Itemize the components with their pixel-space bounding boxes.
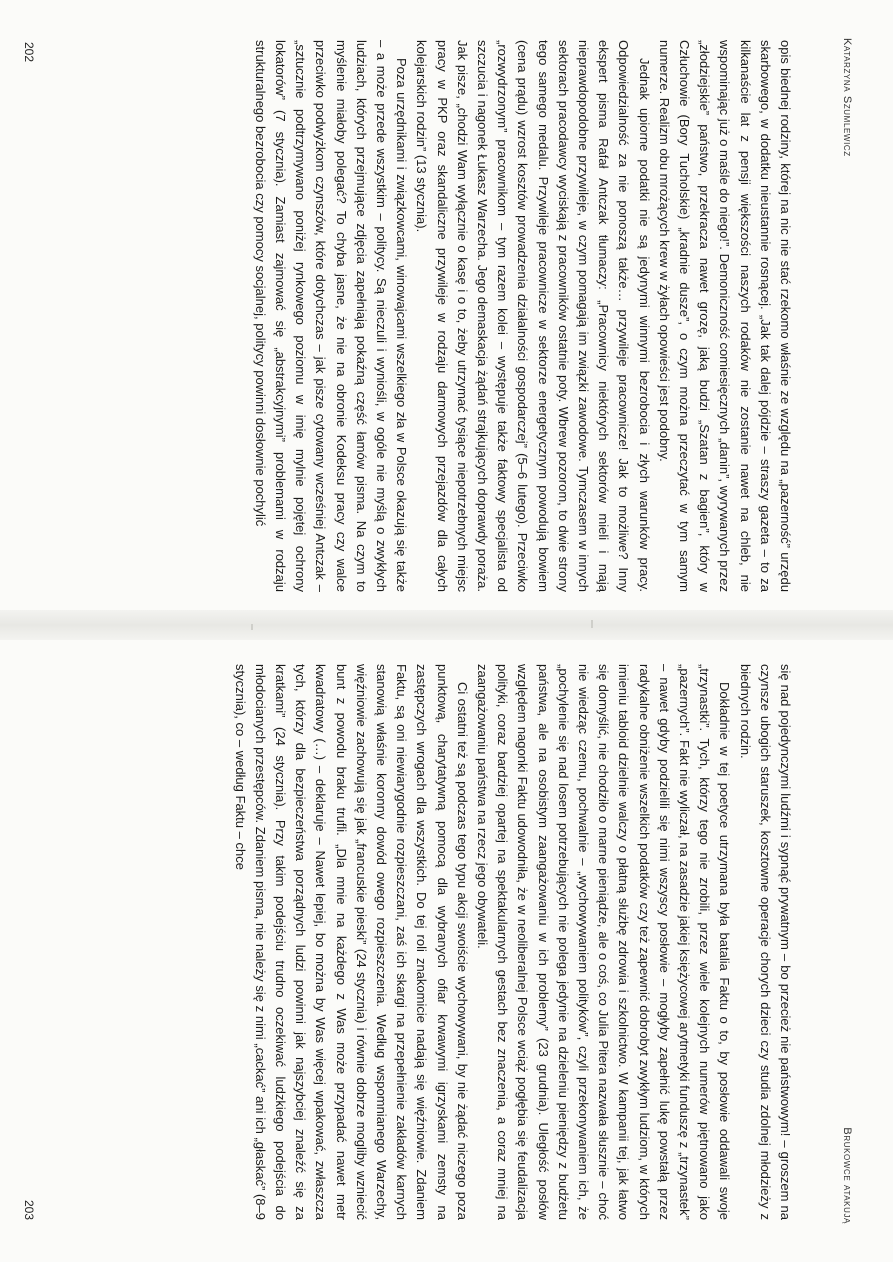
paragraph: Poza urzędnikami i związkowcami, winowajcami wszelkiego zła w Polsce okazują się także – a może przede wszystkim – politycy. Są nieczuli i wyniośli, w ogóle nie myślą o zwykłych ludziach, których przejmujące zdjęcia zapełniają pokaźną część łamów pisma. Na czym to myślenie miałoby polegać? To chyba jasne, że nie na obronie Kodeksu pracy czy walce przeciwko podwyżkom czynszów, które dotychczas – jak pisze cytowany wcześniej Antczak – „sztucznie podtrzymywano poniżej rynkowego poziomu w imię mylnie pojętej ochrony lokatorów” (7 stycznia). Zamiast zajmować się „abstrakcyjnymi” problemami w rodzaju strukturalnego bezrobocia czy pomocy socjalnej, politycy powinni dosłownie pochylić xyxy=(252,40,410,592)
paragraph: Dokładnie w tej poetyce utrzymana była batalia Faktu o to, by posłowie oddawali swoje „trzynastki”. Tych, którzy tego nie zrobili, przez wiele kolejnych numerów piętnowano jako „pazernych”. Fakt nie wyliczał, na zasadzie jakiej księżycowej arytmetyki funduszę z „trzynastek” – nawet gdyby podzielili się nimi wszyscy posłowie – mogłyby zapełnić lukę powstałą przez radykalne obniżenie wszelkich podatków czy też zapewnić dobrobyt zwykłym ludziom, w których imieniu tabloid dzielnie walczy o płatną służbę zdrowia i szkolnictwo. W kampanii tej, jak łatwo się domyślić, nie chodziło o marne pieniądze, ale o coś, co Julia Pitera nazwała słusznie – choć nie wiedząc czemu, pochwalnie – „wychowywaniem polityków”, czyli przekonywaniem ich, że „pochylenie się nad losem potrzebujących nie polega jedynie na dzieleniu pieniędzy z budżetu państwa, ale na osobistym zaangażowaniu w ich problemy” (23 grudnia). Uległość posłów względem nagonki Faktu udowodniła, że w neoliberalnej Polsce wciąż pogłębia się feudalizacja polityki, coraz bardziej opartej na spektakularnych gestach bez znaczenia, a coraz mniej na zaangażowaniu państwa na rzecz jego obywateli. xyxy=(474,664,733,1220)
paragraph: się nad pojedynczymi ludźmi i sypnąć prywatnym – bo przecież nie państwowym! – groszem na czynsze ubogich staruszek, kosztowne operacje chorych dzieci czy studia zdolnej młodzieży z biednych rodzin. xyxy=(737,664,793,1220)
left-page-body xyxy=(250,40,795,592)
right-page-body xyxy=(229,664,795,1220)
running-head-right: Brukowce atakują xyxy=(841,1127,853,1224)
page-number-left: 202 xyxy=(22,42,36,63)
scan-speck xyxy=(251,624,253,630)
page-number-right: 203 xyxy=(22,1199,36,1220)
gutter xyxy=(0,610,893,640)
paragraph: opis biednej rodziny, której na nic nie stać rzekomo właśnie ze względu na „pazerność” urzędu skarbowego, w dodatku nieustannie rosnącej. „Jak tak dalej pójdzie – straszy gazeta – to za kilkanaście lat z pensji większości naszych rodaków nie zostanie nawet na chleb, nie wspominając już o maśle do niego!”. Demoniczność comiesięcznych „danin”, wyrywanych przez „złodziejskie” państwo, przekracza nawet grozę, jaką budzi „Szatan z bagien”, który w Człuchowie (Bory Tucholskie) „kradnie dusze”, o czym można przeczytać w tym samym numerze. Realizm obu mrożących krew w żyłach opowieści jest podobny. xyxy=(656,40,793,592)
running-head-left: Katarzyna Szumlewicz xyxy=(841,38,853,157)
right-page xyxy=(0,640,893,1262)
scan-speck xyxy=(591,620,593,628)
paragraph: Jednak upiorne podatki nie są jedynymi winnymi bezrobocia i złych warunków pracy. Odpowiedzialność za nie ponoszą także… przywileje pracownicze! Jak to możliwe? Inny ekspert pisma Rafał Antczak tłumaczy: „Pracownicy niektórych sektorów mieli i mają nieprawdopodobne przywileje, w czym pomagają im związki zawodowe. Tymczasem w innych sektorach pracodawcy wyciskają z pracowników ostatnie poty. Wbrew pozorom, to dwie strony tego samego medalu. Przywileje pracownicze w sektorze energetycznym powodują bowiem (cena prądu) wzrost kosztów prowadzenia działalności gospodarczej” (5–6 lutego). Przeciwko „rozwydrzonym” pracownikom – tym razem kolei – występuje także faktowy specjalista od szczucia i nagonek Łukasz Warzecha. Jego demaskacja żądań strajkujących doprawdy poraża. Jak pisze, „chodzi Wam wyłącznie o kasę i o to, żeby utrzymać tysiące niepotrzebnych miejsc pracy w PKP oraz skandaliczne przywileje w rodzaju darmowych przejazdów dla całych kolejarskich rodzin” (13 stycznia). xyxy=(414,40,652,592)
paragraph: Ci ostatni też są podczas tego typu akcji swoiście wychowywani, by nie żądać niczego poza punktową, charytatywną pomocą dla wybranych ofiar krwawymi igrzyskami zemsty na zastępczych wrogach dla wszystkich. Do tej roli znakomicie nadają się więźniowie. Zdaniem Faktu, są oni niewiarygodnie rozpieszczani, zaś ich skargi na przepełnienie zakładów karnych stanowią właśnie koronny dowód owego rozpieszczenia. Według wspomnianego Warzechy, więźniowie zachowują się jak „francuskie pieski” (24 stycznia) i równie dobrze mogliby wzniecić bunt z powodu braku trufli. „Dla mnie na każdego z Was może przypadać nawet metr kwadratowy (…) – deklaruje – Nawet lepiej, bo można by Was więcej wpakować, zwłaszcza tych, którzy dla bezpieczeństwa porządnych ludzi powinni jak najszybciej znaleźć się za kratkami” (24 stycznia). Przy takim podejściu trudno oczekiwać ludzkiego podejścia do młodocianych przestępców. Zdaniem pisma, nie należy się z nimi „cackać” ani ich „głaskać” (8–9 stycznia), co – według Faktu – chce xyxy=(232,664,470,1220)
left-page xyxy=(0,0,893,610)
